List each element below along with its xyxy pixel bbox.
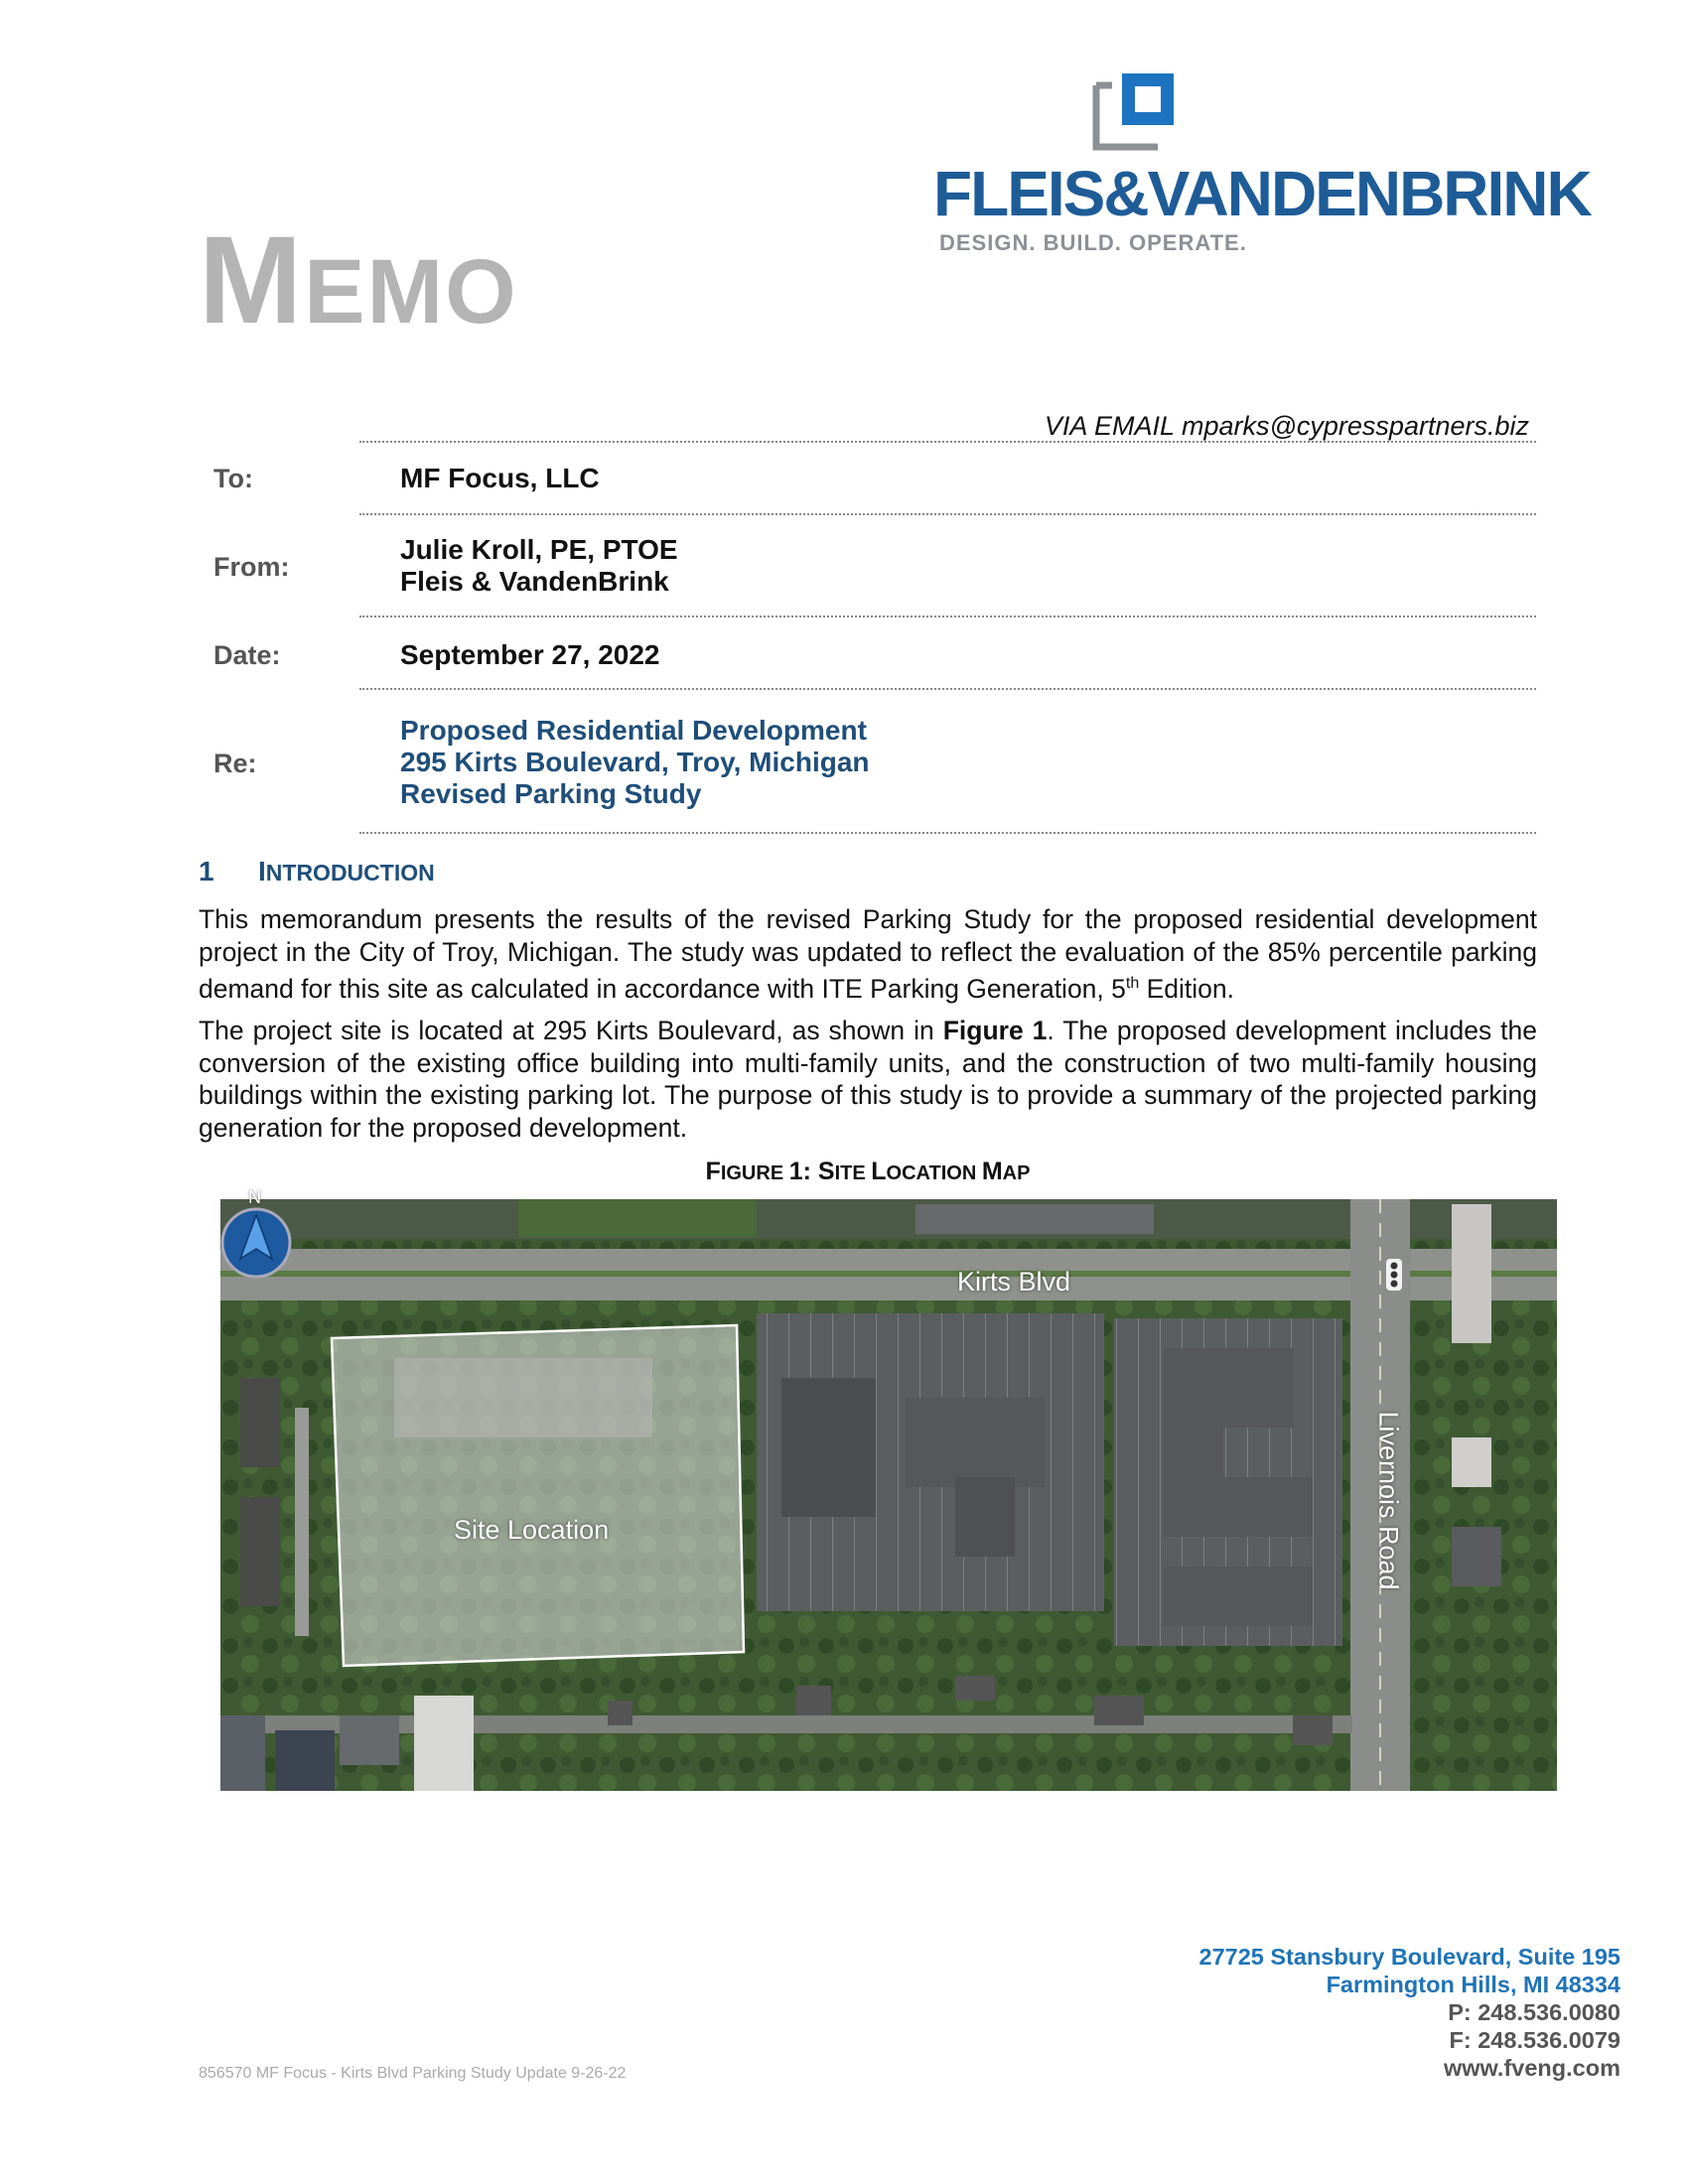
re-line-1: Proposed Residential Development	[400, 715, 867, 746]
intro-paragraph-2: The project site is located at 295 Kirts Boulevard, as shown in Figure 1. The proposed development includes the conversion of the existing office building into multi-family units, and the construction of two multi-family housing buildings within the existing parking lot. The purpose of this study is to provide a summary of the projected parking generation for the proposed development.	[199, 1016, 1538, 1143]
website-link[interactable]: www.fveng.com	[1443, 2055, 1620, 2081]
north-arrow-label: N	[248, 1187, 261, 1207]
address-line-1: 27725 Stansbury Boulevard, Suite 195	[1198, 1944, 1620, 1970]
header-rule	[359, 441, 1536, 443]
to-label: To:	[213, 464, 253, 493]
date-label: Date:	[213, 640, 281, 670]
to-value: MF Focus, LLC	[400, 463, 600, 493]
re-line-3: Revised Parking Study	[400, 778, 702, 809]
fax-number: F: 248.536.0079	[1449, 2027, 1620, 2053]
memo-title-rest: EMO	[304, 241, 518, 342]
section-number: 1	[199, 856, 214, 887]
from-name: Julie Kroll, PE, PTOE	[400, 534, 678, 565]
header-rule	[359, 615, 1536, 617]
re-label: Re:	[213, 749, 257, 778]
company-logo	[933, 71, 1609, 255]
site-location-label: Site Location	[454, 1515, 610, 1545]
logo-tagline: DESIGN. BUILD. OPERATE.	[939, 230, 1247, 255]
logo-mark-icon	[1092, 71, 1182, 151]
site-location-map	[220, 1187, 1557, 1791]
re-value	[400, 715, 870, 810]
phone-number: P: 248.536.0080	[1448, 1999, 1620, 2025]
document-id: 856570 MF Focus - Kirts Blvd Parking Study Update 9-26-22	[199, 2065, 627, 2082]
traffic-signal-icon	[1386, 1259, 1402, 1291]
livernois-road-label: Livernois Road	[1373, 1411, 1404, 1590]
re-line-2: 295 Kirts Boulevard, Troy, Michigan	[400, 747, 870, 777]
kirts-blvd-label: Kirts Blvd	[957, 1267, 1071, 1297]
section-title: INTRODUCTION	[258, 856, 435, 887]
intro-paragraph-1: This memorandum presents the results of the revised Parking Study for the proposed residential development project in the City of Troy, Michigan. The study was updated to reflect the evaluation of the 85% percentile parking demand for this site as calculated in accordance with ITE Parking Generation, 5th Edition.	[199, 904, 1537, 1004]
header-rule	[359, 513, 1536, 515]
figure-reference[interactable]: Figure 1	[942, 1016, 1048, 1045]
from-value	[400, 534, 678, 598]
header-rule	[359, 832, 1536, 834]
from-company: Fleis & VandenBrink	[400, 566, 669, 597]
figure-caption: FIGURE 1: SITE LOCATION MAP	[705, 1158, 1031, 1185]
aerial-image	[220, 1199, 1557, 1791]
via-email: VIA EMAIL mparks@cypresspartners.biz	[1044, 411, 1529, 441]
memo-title	[199, 211, 518, 349]
logo-wordmark: FLEIS&VANDENBRINK	[933, 158, 1591, 229]
address-line-2: Farmington Hills, MI 48334	[1326, 1972, 1620, 1997]
date-value: September 27, 2022	[400, 639, 660, 670]
header-rule	[359, 688, 1536, 690]
from-label: From:	[213, 552, 290, 582]
memo-title-initial: M	[199, 211, 305, 349]
